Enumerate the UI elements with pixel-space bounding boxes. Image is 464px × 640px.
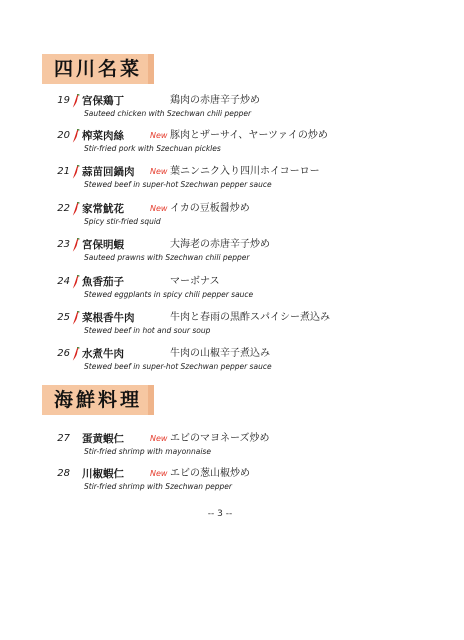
chili-pepper-icon bbox=[72, 311, 80, 325]
japanese-dish-name: エビのマヨネーズ炒め bbox=[170, 433, 270, 444]
chinese-dish-name: 宫保鶏丁 bbox=[82, 95, 124, 107]
item-number: 23 bbox=[57, 239, 70, 250]
item-number: 26 bbox=[57, 348, 70, 359]
japanese-dish-name: イカの豆板醤炒め bbox=[170, 203, 250, 214]
chinese-dish-name: 魚香茄子 bbox=[82, 276, 124, 288]
english-dish-name: Sauteed prawns with Szechwan chili pepper bbox=[84, 253, 250, 262]
chinese-dish-name: 家常魷花 bbox=[82, 203, 124, 215]
page-number: -- 3 -- bbox=[207, 509, 233, 519]
japanese-dish-name: マーボナス bbox=[170, 276, 220, 287]
section-title-szechwan: 四川名菜 bbox=[42, 54, 154, 84]
new-badge: New bbox=[150, 131, 168, 140]
chinese-dish-name: 菜根香牛肉 bbox=[82, 312, 135, 324]
english-dish-name: Sauteed chicken with Szechwan chili pepper bbox=[84, 109, 252, 118]
item-number: 21 bbox=[57, 166, 70, 177]
item-number: 22 bbox=[57, 203, 70, 214]
english-dish-name: Stir-fried shrimp with mayonnaise bbox=[84, 447, 211, 456]
chinese-dish-name: 蒜苗回鍋肉 bbox=[82, 166, 135, 178]
menu-item-20 bbox=[54, 130, 454, 156]
menu-item-26 bbox=[54, 348, 454, 374]
chinese-dish-name: 川椒蝦仁 bbox=[82, 468, 124, 480]
japanese-dish-name: 葉ニンニク入り四川ホイコーロー bbox=[170, 166, 320, 177]
chinese-dish-name: 水煮牛肉 bbox=[82, 348, 124, 360]
chinese-dish-name: 榨菜肉絲 bbox=[82, 130, 124, 142]
japanese-dish-name: エビの葱山椒炒め bbox=[170, 468, 250, 479]
chili-pepper-icon bbox=[72, 165, 80, 179]
chinese-dish-name: 宮保明蝦 bbox=[82, 239, 124, 251]
japanese-dish-name: 牛肉の山椒辛子煮込み bbox=[170, 348, 270, 359]
chinese-dish-name: 蛋黄蝦仁 bbox=[82, 433, 124, 445]
chili-pepper-icon bbox=[72, 347, 80, 361]
english-dish-name: Stir-fried pork with Szechuan pickles bbox=[84, 144, 221, 153]
new-badge: New bbox=[150, 167, 168, 176]
japanese-dish-name: 豚肉とザーサイ、ヤーツァイの炒め bbox=[170, 130, 328, 141]
english-dish-name: Stewed beef in super-hot Szechwan pepper sauce bbox=[84, 362, 272, 371]
japanese-dish-name: 牛肉と春雨の黒酢スパイシー煮込み bbox=[170, 312, 330, 323]
new-badge: New bbox=[150, 469, 168, 478]
section-title-seafood: 海鮮料理 bbox=[42, 385, 154, 415]
english-dish-name: Stewed beef in super-hot Szechwan pepper sauce bbox=[84, 180, 272, 189]
english-dish-name: Spicy stir-fried squid bbox=[84, 217, 161, 226]
japanese-dish-name: 大海老の赤唐辛子炒め bbox=[170, 239, 270, 250]
menu-item-22 bbox=[54, 203, 454, 229]
menu-item-28 bbox=[54, 468, 454, 494]
chili-pepper-icon bbox=[72, 202, 80, 216]
menu-item-19 bbox=[54, 95, 454, 121]
menu-item-21 bbox=[54, 166, 454, 192]
menu-item-27 bbox=[54, 433, 454, 459]
item-number: 25 bbox=[57, 312, 70, 323]
english-dish-name: Stewed beef in hot and sour soup bbox=[84, 326, 211, 335]
menu-item-24 bbox=[54, 276, 454, 302]
item-number: 28 bbox=[57, 468, 70, 479]
chili-pepper-icon bbox=[72, 94, 80, 108]
chili-pepper-icon bbox=[72, 238, 80, 252]
menu-item-25 bbox=[54, 312, 454, 338]
menu-item-23 bbox=[54, 239, 454, 265]
new-badge: New bbox=[150, 204, 168, 213]
item-number: 24 bbox=[57, 276, 70, 287]
japanese-dish-name: 鶏肉の赤唐辛子炒め bbox=[170, 95, 260, 106]
chili-pepper-icon bbox=[72, 129, 80, 143]
item-number: 20 bbox=[57, 130, 70, 141]
english-dish-name: Stewed eggplants in spicy chili pepper sauce bbox=[84, 290, 254, 299]
item-number: 19 bbox=[57, 95, 70, 106]
new-badge: New bbox=[150, 434, 168, 443]
english-dish-name: Stir-fried shrimp with Szechwan pepper bbox=[84, 482, 232, 491]
item-number: 27 bbox=[57, 433, 70, 444]
chili-pepper-icon bbox=[72, 275, 80, 289]
